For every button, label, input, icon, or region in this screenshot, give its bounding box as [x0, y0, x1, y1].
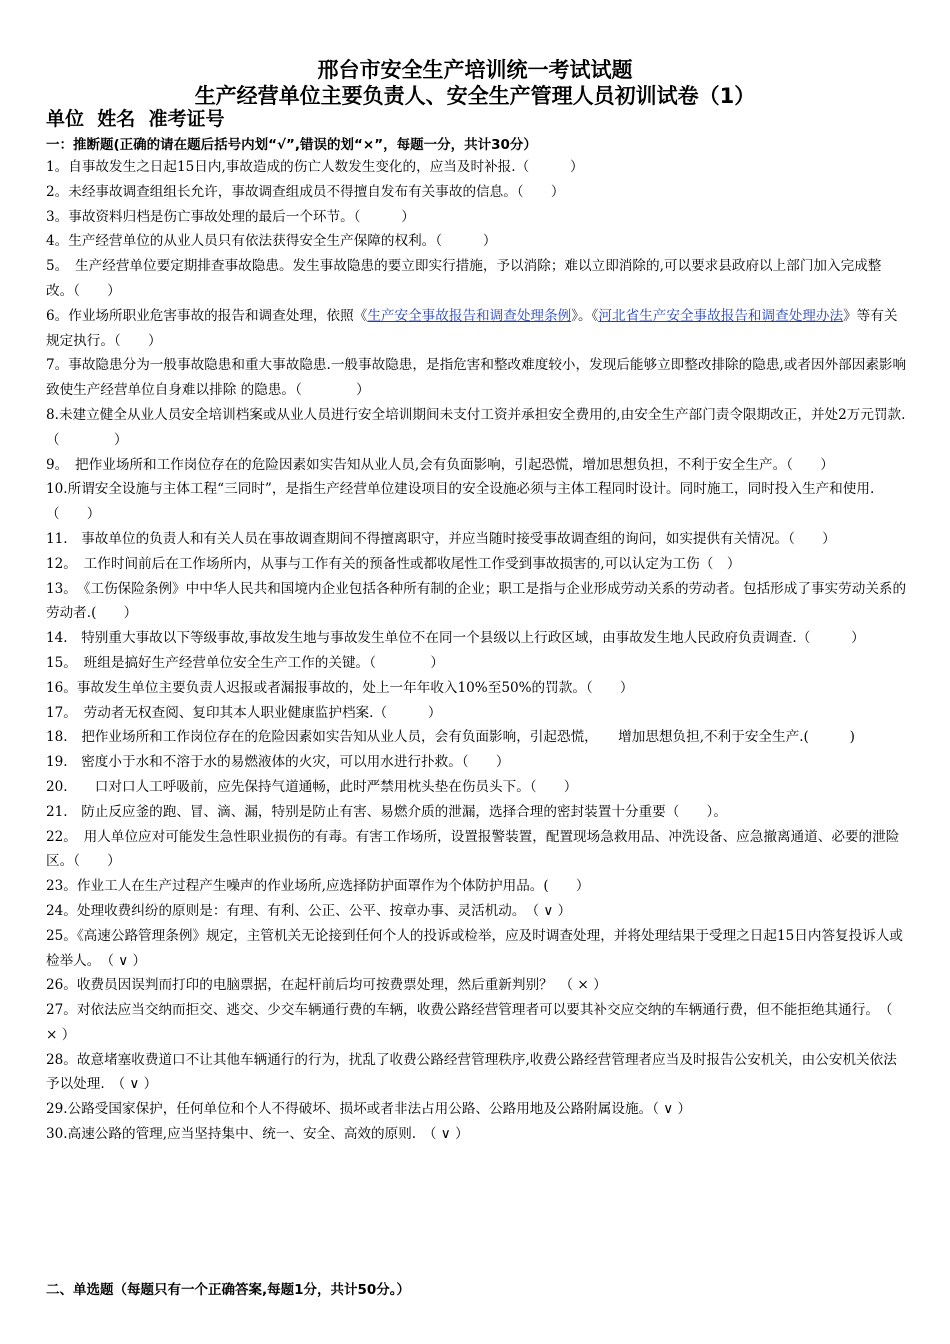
question-item: 21. 防止反应釜的跑、冒、滴、漏，特别是防止有害、易燃介质的泄漏，选择合理的密封装置十分重要（ ）。 [46, 803, 727, 820]
question-item: 5。 生产经营单位要定期排查事故隐患。发生事故隐患的要立即实行措施，予以消除；难以立即消除的,可以要求县政府以上部门加入完成整改。（ ） [46, 258, 882, 299]
question-item: 29.公路受国家保护，任何单位和个人不得破坏、损坏或者非法占用公路、公路用地及公路附属设施。（ ∨ ） [46, 1101, 692, 1118]
question-item: 28。故意堵塞收费道口不让其他车辆通行的行为，扰乱了收费公路经营管理秩序,收费公路经营管理者应当及时报告公安机关，由公安机关依法予以处理. （ ∨ ） [46, 1051, 897, 1093]
question-item: 19. 密度小于水和不溶于水的易燃液体的火灾，可以用水进行扑救。（ ） [46, 754, 510, 771]
question-item: 12。 工作时间前后在工作场所内，从事与工作有关的预备性或都收尾性工作受到事故损害的,可以认定为工伤（ ） [46, 555, 741, 572]
question-item: 17。 劳动者无权查阅、复印其本人职业健康监护档案.（ ） [46, 704, 442, 721]
question-item: 16。事故发生单位主要负责人迟报或者漏报事故的，处上一年年收入10%至50%的罚款。（ ） [46, 679, 634, 696]
question-item: 26。收费员因误判而打印的电脑票据，在起杆前后均可按费票处理，然后重新判别？ （ × ） [46, 977, 607, 994]
exam-subtitle: 生产经营单位主要负责人、安全生产管理人员初训试卷（1） [194, 84, 756, 108]
question-text: 》。《 [571, 307, 599, 324]
question-item: 13。 《工伤保险条例》中中华人民共和国境内企业包括各种所有制的企业；职工是指与企业形成劳动关系的劳动者。包括形成了事实劳动关系的劳动者.( ） [46, 580, 907, 622]
section1-header: 一：推断题(正确的请在题后括号内划“√”,错误的划“×”，每题一分，共计30分） [46, 137, 537, 153]
regulation-link[interactable]: 河北省生产安全事故报告和调查处理办法 [598, 307, 844, 324]
question-item: 8.未建立健全从业人员安全培训档案或从业人员进行安全培训期间未支付工资并承担安全费用的,由安全生产部门责令限期改正，并处2万元罚款.（ ） [46, 406, 906, 448]
exam-title: 邢台市安全生产培训统一考试试题 [317, 58, 633, 82]
question-item: 23。作业工人在生产过程产生噪声的作业场所,应选择防护面罩作为个体防护用品。( ） [46, 878, 590, 895]
question-item: 18. 把作业场所和工作岗位存在的危险因素如实告知从业人员，会有负面影响，引起恐慌， 增加思想负担,不利于安全生产.( ) [46, 729, 855, 746]
candidate-info-line: 单位 姓名 准考证号 [46, 108, 225, 130]
question-item: 24。处理收费纠纷的原则是：有理、有利、公正、公平、按章办事、灵活机动。 （ ∨ ） [46, 902, 572, 919]
question-item: 27。对依法应当交纳而拒交、逃交、少交车辆通行费的车辆，收费公路经营管理者可以要其补交应交纳的车辆通行费，但不能拒绝其通行。 （ × ） [46, 1002, 893, 1043]
question-list [46, 155, 908, 1147]
question-item: 3。事故资料归档是伤亡事故处理的最后一个环节。（ ） [46, 208, 415, 225]
question-item: 11. 事故单位的负责人和有关人员在事故调查期间不得擅离职守，并应当随时接受事故调查组的询问，如实提供有关情况。（ ） [46, 530, 836, 547]
question-item: 1。自事故发生之日起15日内,事故造成的伤亡人数发生变化的，应当及时补报.（ ） [46, 159, 584, 175]
question-item: 2。未经事故调查组组长允许，事故调查组成员不得擅自发布有关事故的信息。（ ） [46, 183, 565, 200]
section2-header: 二、单选题（每题只有一个正确答案,每题1分，共计50分。） [46, 1282, 411, 1298]
question-item: 10.所谓安全设施与主体工程“三同时”，是指生产经营单位建设项目的安全设施必须与主体工程同时设计。同时施工，同时投入生产和使用.（ ） [46, 481, 875, 523]
question-item: 30.高速公路的管理,应当坚持集中、统一、安全、高效的原则. （ ∨ ） [46, 1126, 469, 1143]
question-item: 9。 把作业场所和工作岗位存在的危险因素如实告知从业人员,会有负面影响，引起恐慌，增加思想负担，不利于安全生产。（ ） [46, 456, 834, 473]
regulation-link[interactable]: 生产安全事故报告和调查处理条例 [367, 307, 572, 324]
question-item [46, 304, 908, 354]
question-item: 7。事故隐患分为一般事故隐患和重大事故隐患.一般事故隐患，是指危害和整改难度较小，发现后能够立即整改排除的隐患,或者因外部因素影响致使生产经营单位自身难以排除 的隐患。（ ） [46, 357, 907, 399]
question-item: 20. 口对口人工呼吸前，应先保持气道通畅，此时严禁用枕头垫在伤员头下。（ ） [46, 778, 578, 795]
question-item: 22。 用人单位应对可能发生急性职业损伤的有毒。有害工作场所，设置报警装置，配置现场急救用品、冲洗设备、应急撤离通道、必要的泄险区。（ ） [46, 828, 900, 870]
question-item: 25。《高速公路管理条例》规定，主管机关无论接到任何个人的投诉或检举，应及时调查处理，并将处理结果于受理之日起15日内答复投诉人或检举人。 （ ∨ ） [46, 927, 904, 969]
question-item: 15。 班组是搞好生产经营单位安全生产工作的关键。（ ） [46, 654, 444, 671]
question-item: 14. 特别重大事故以下等级事故,事故发生地与事故发生单位不在同一个县级以上行政区域，由事故发生地人民政府负责调查.（ ） [46, 630, 865, 647]
question-text: 6。作业场所职业危害事故的报告和调查处理，依照《 [46, 307, 368, 324]
question-item: 4。生产经营单位的从业人员只有依法获得安全生产保障的权利。（ ） [46, 233, 497, 250]
question-text: 》等有关规定执行。（ ） [46, 307, 898, 349]
